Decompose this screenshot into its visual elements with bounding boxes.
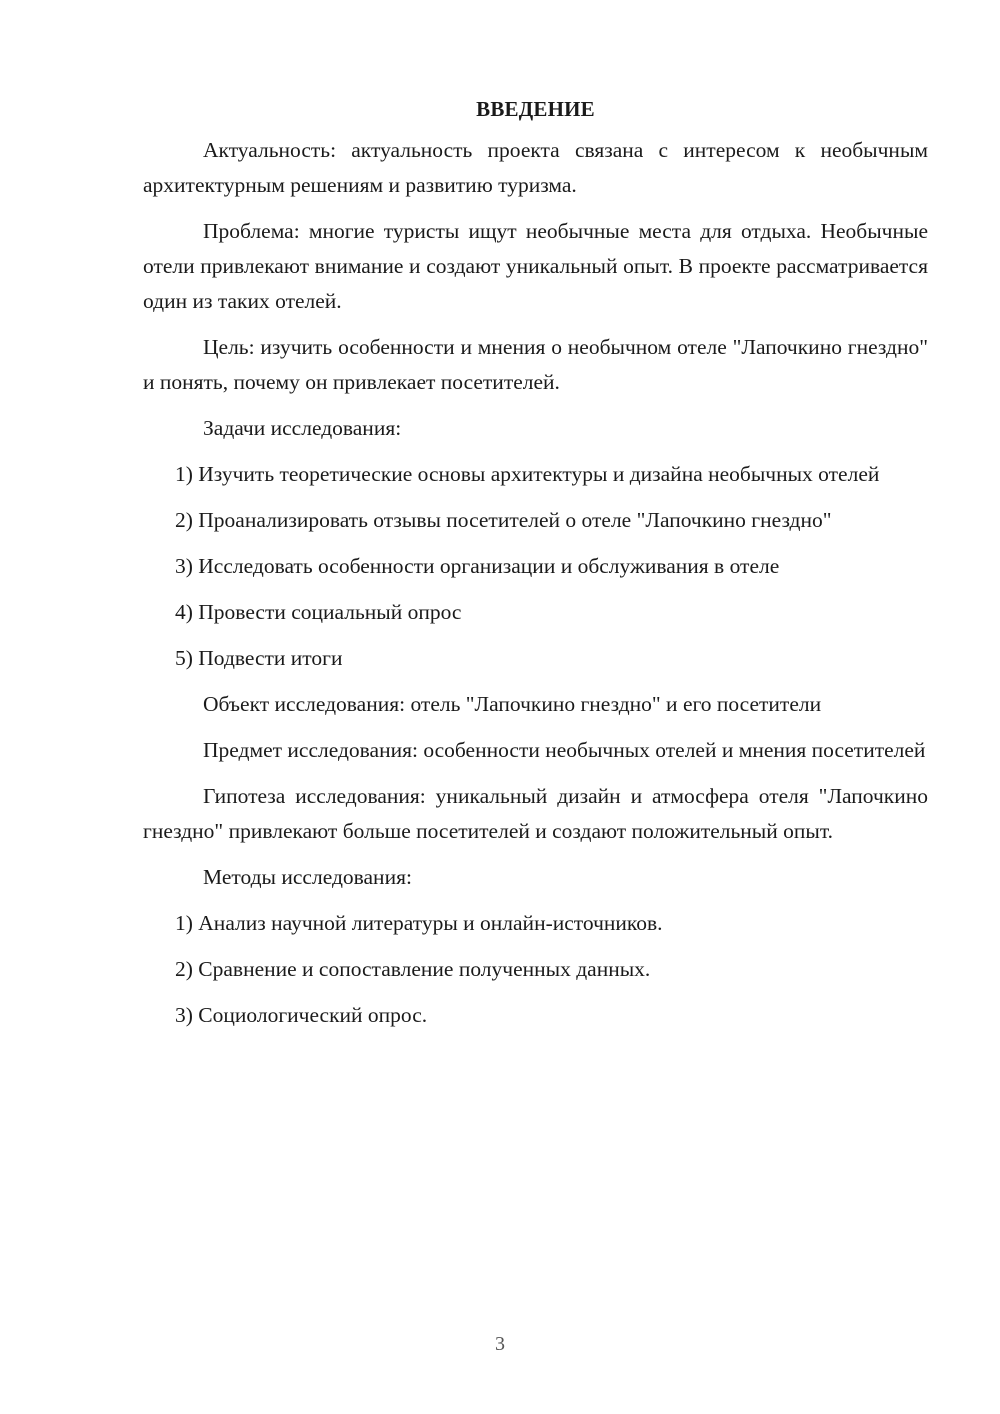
problem-paragraph: Проблема: многие туристы ищут необычные места для отдыха. Необычные отели привлекают внимание и создают уникальный опыт. В проекте рассматривается один из таких отелей.	[143, 219, 928, 313]
hypothesis-paragraph: Гипотеза исследования: уникальный дизайн и атмосфера отеля "Лапочкино гнездно" привлекают больше посетителей и создают положительный опыт.	[143, 784, 928, 843]
task-item-2: 2) Проанализировать отзывы посетителей о отеле "Лапочкино гнездно"	[175, 508, 832, 532]
task-item-3: 3) Исследовать особенности организации и обслуживания в отеле	[175, 554, 780, 578]
tasks-heading: Задачи исследования:	[203, 416, 402, 440]
page-number: 3	[495, 1333, 505, 1355]
task-item-5: 5) Подвести итоги	[175, 646, 343, 670]
section-title: ВВЕДЕНИЕ	[476, 97, 595, 121]
task-item-1: 1) Изучить теоретические основы архитектуры и дизайна необычных отелей	[175, 462, 880, 486]
document-page	[143, 92, 928, 1044]
method-item-1: 1) Анализ научной литературы и онлайн-источников.	[175, 911, 663, 935]
method-item-3: 3) Социологический опрос.	[175, 1003, 428, 1027]
methods-heading: Методы исследования:	[203, 865, 412, 889]
method-item-2: 2) Сравнение и сопоставление полученных данных.	[175, 957, 651, 981]
goal-paragraph: Цель: изучить особенности и мнения о необычном отеле "Лапочкино гнездно" и понять, почему он привлекает посетителей.	[143, 335, 928, 394]
task-item-4: 4) Провести социальный опрос	[175, 600, 462, 624]
subject-paragraph: Предмет исследования: особенности необычных отелей и мнения посетителей	[203, 738, 926, 762]
object-paragraph: Объект исследования: отель "Лапочкино гнездно" и его посетители	[203, 692, 822, 716]
relevance-paragraph: Актуальность: актуальность проекта связана с интересом к необычным архитектурным решениям и развитию туризма.	[143, 138, 928, 197]
